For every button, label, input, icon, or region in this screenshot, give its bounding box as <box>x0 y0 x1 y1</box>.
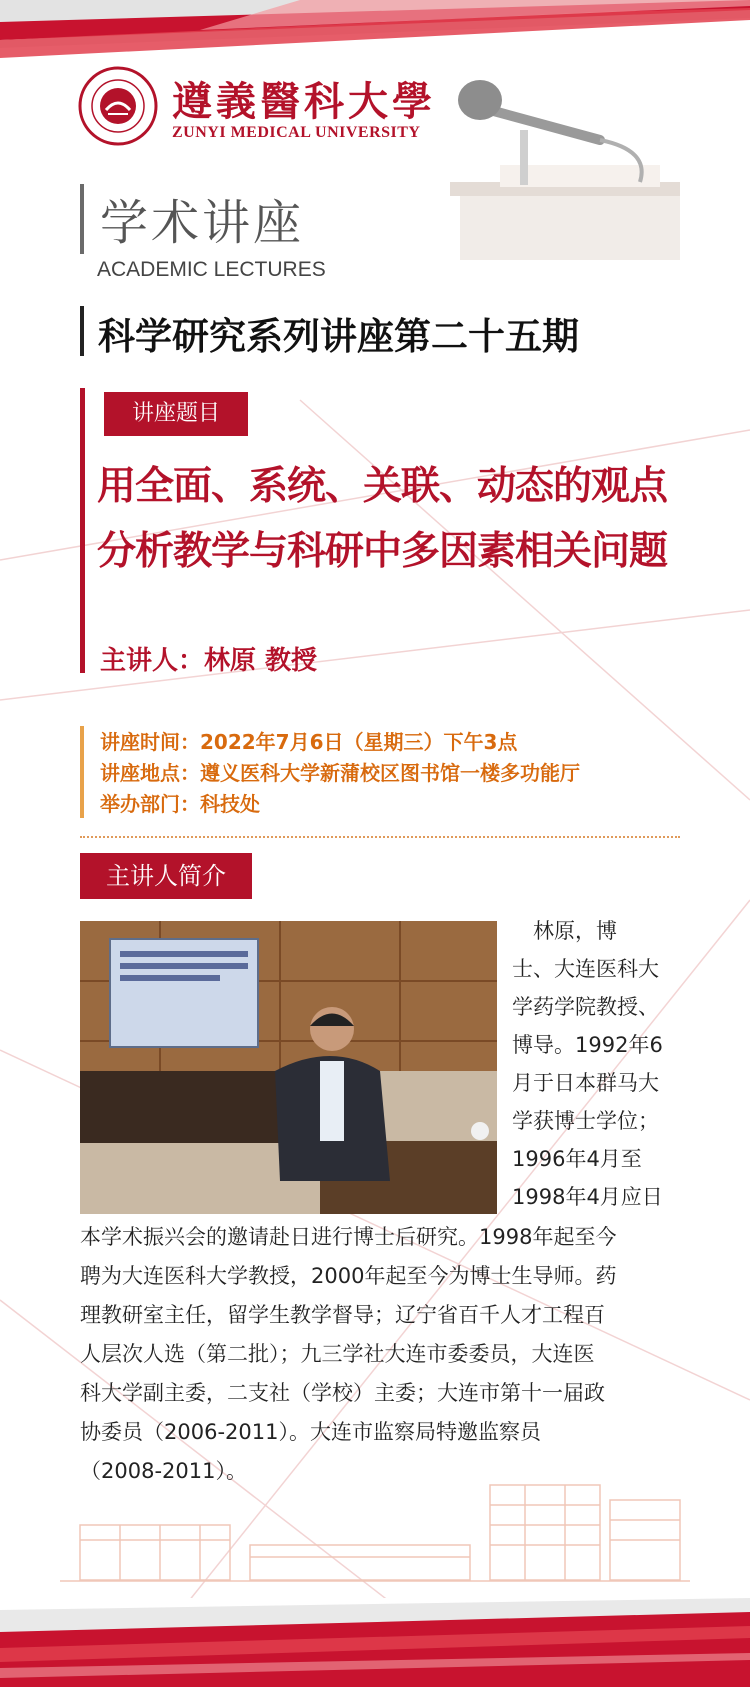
bio-line: 士、大连医科大 <box>512 957 659 981</box>
bio-line: 理教研室主任，留学生教学督导；辽宁省百千人才工程百 <box>80 1303 605 1327</box>
series-title: 科学研究系列讲座第二十五期 <box>98 315 579 358</box>
bio-line: 月于日本群马大 <box>512 1071 659 1095</box>
info-accent-bar <box>80 726 84 818</box>
top-decorative-band <box>0 0 750 62</box>
topic-label-badge: 讲座题目 <box>104 392 248 436</box>
bio-label-badge: 主讲人简介 <box>80 853 252 899</box>
topic-title-line-1: 用全面、系统、关联、动态的观点 <box>97 464 668 509</box>
university-seal-logo <box>78 66 158 146</box>
lecture-time: 讲座时间：2022年7月6日（星期三）下午3点 <box>100 730 518 754</box>
university-name-cn: 遵義醫科大學 <box>172 78 436 125</box>
bio-line: 本学术振兴会的邀请赴日进行博士后研究。1998年起至今 <box>80 1225 617 1249</box>
speaker-photo <box>80 921 497 1214</box>
bio-line: 人层次人选（第二批）；九三学社大连市委委员，大连医 <box>80 1342 595 1366</box>
section-title-en: ACADEMIC LECTURES <box>97 258 326 281</box>
topic-title-line-2: 分析教学与科研中多因素相关问题 <box>97 529 668 574</box>
bio-line: 1998年4月应日 <box>512 1185 663 1209</box>
bio-line: 林原，博 <box>512 919 617 943</box>
bio-line: 协委员（2006-2011）。大连市监察局特邀监察员 <box>80 1420 541 1444</box>
bio-line: 学获博士学位； <box>512 1109 659 1133</box>
bio-line: 科大学副主委，二支社（学校）主委；大连市第十一届政 <box>80 1381 605 1405</box>
speaker-name: 主讲人：林原 教授 <box>100 646 318 676</box>
microphone-podium-illustration <box>450 70 680 260</box>
bio-line: 博导。1992年6 <box>512 1033 663 1057</box>
bio-line: 1996年4月至 <box>512 1147 642 1171</box>
bottom-decorative-band <box>0 1598 750 1687</box>
bio-line: （2008-2011）。 <box>80 1459 247 1483</box>
series-accent-bar <box>80 306 84 356</box>
campus-building-illustration <box>60 1465 690 1585</box>
university-name-en: ZUNYI MEDICAL UNIVERSITY <box>172 124 421 141</box>
lecture-venue: 讲座地点：遵义医科大学新蒲校区图书馆一楼多功能厅 <box>100 761 580 785</box>
bio-line: 聘为大连医科大学教授，2000年起至今为博士生导师。药 <box>80 1264 617 1288</box>
section-accent-bar <box>80 184 84 254</box>
lecture-organizer: 举办部门：科技处 <box>100 792 260 816</box>
topic-accent-bar <box>80 388 85 673</box>
bio-line: 学药学院教授、 <box>512 995 659 1019</box>
dotted-divider <box>80 836 680 838</box>
section-title-cn: 学术讲座 <box>100 195 305 251</box>
